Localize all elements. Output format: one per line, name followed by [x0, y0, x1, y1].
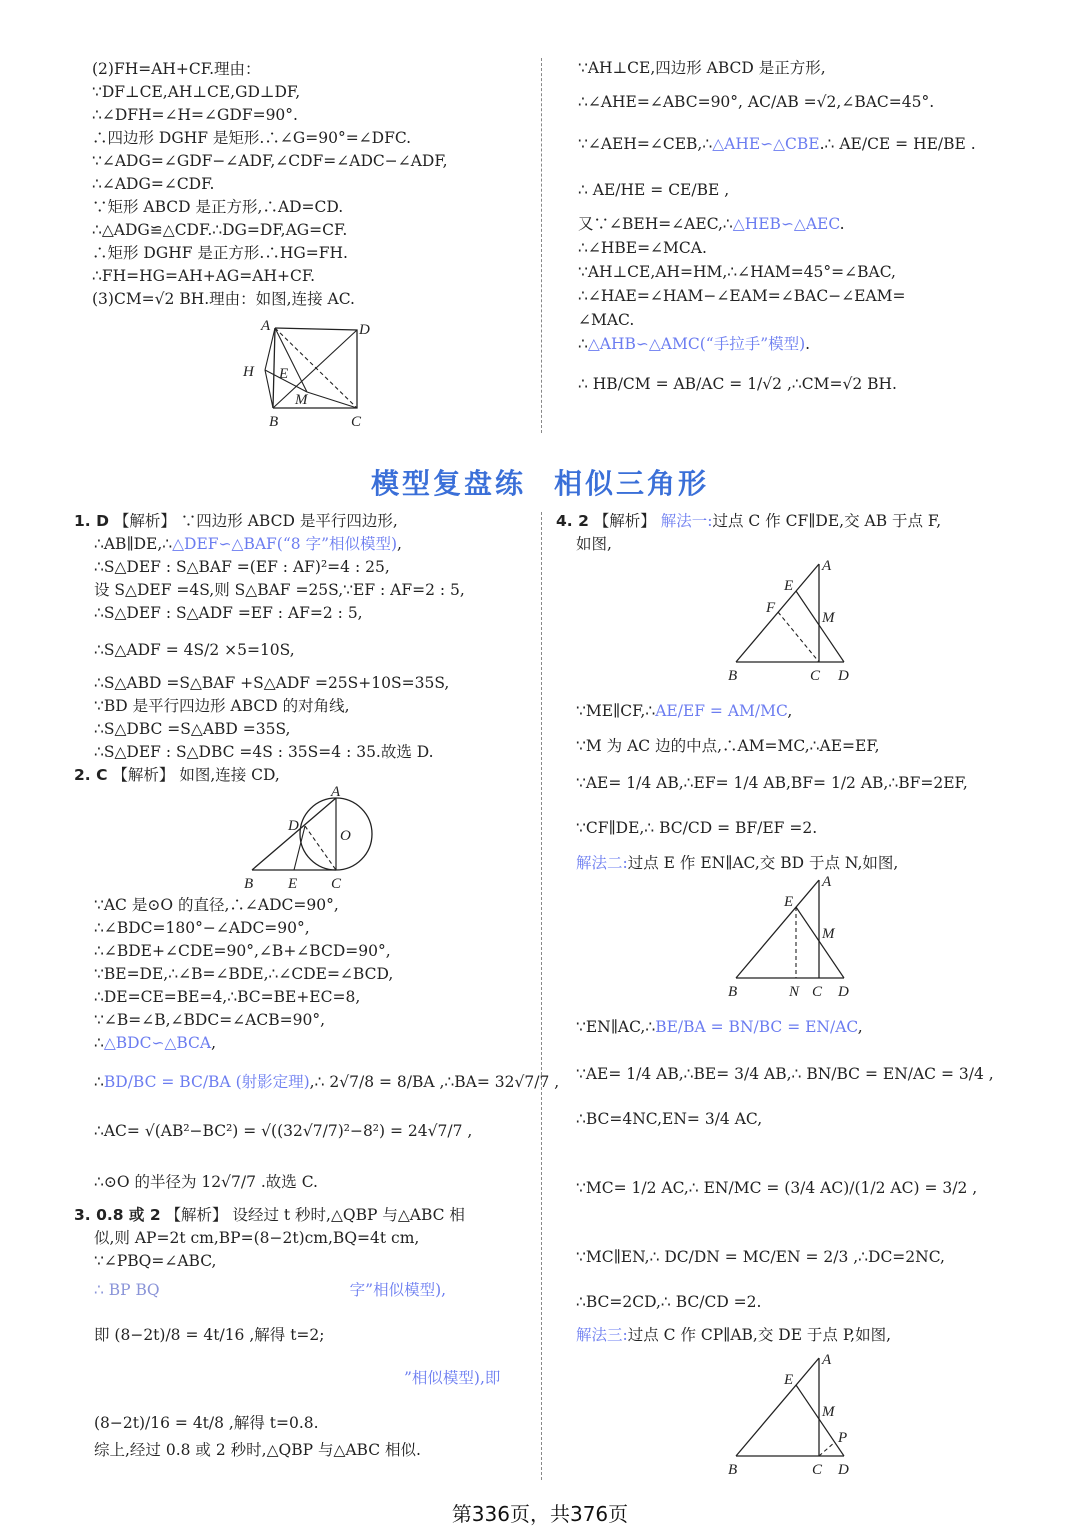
text-line: ∴DE=CE=BE=4,∴BC=BE+EC=8, [94, 988, 361, 1006]
text-line: (3)CM=√2 BH.理由：如图,连接 AC. [92, 290, 355, 308]
top-left-solution [92, 58, 532, 311]
fig-label: M [822, 610, 835, 626]
fig-label: N [789, 984, 800, 1000]
text-line: 设 S△DEF =4S,则 S△BAF =25S,∵EF : AF=2 : 5, [94, 581, 465, 599]
text-line: ∴矩形 DGHF 是正方形.∴HG=FH. [92, 244, 348, 262]
fig-label: C [810, 668, 821, 684]
text-line: ∴S△ABD =S△BAF +S△ADF =25S+10S=35S, [94, 674, 450, 692]
question-number: 1. D [74, 512, 109, 530]
text-line: ∴△ADG≌△CDF.∴DG=DF,AG=CF. [92, 221, 348, 239]
fig-label: P [838, 1430, 848, 1446]
fig-label: A [822, 1352, 832, 1368]
text-line: ∴∠HBE=∠MCA. [578, 239, 707, 257]
fig-label: C [331, 876, 342, 892]
column-divider-bottom [541, 512, 542, 1480]
fig-label: F [766, 600, 776, 616]
text-line: ∴∠DFH=∠H=∠GDF=90°. [92, 106, 298, 124]
text-line [74, 1071, 560, 1094]
text-line: ∵AC 是⊙O 的直径,∴∠ADC=90°, [94, 896, 339, 914]
fig-label: E [784, 894, 794, 910]
fig-label: D [838, 1462, 849, 1478]
highlight-text: BE/BA = BN/BC = EN/AC [655, 1018, 858, 1036]
text-line: ∴∠BDE+∠CDE=90°,∠B+∠BCD=90°, [94, 942, 391, 960]
text-line [74, 1279, 534, 1302]
text-line: ∴AC= √(AB²−BC²) = √((32√7/7)²−8²) = 24√7/7 , [94, 1122, 473, 1140]
right-question-4-part3 [556, 1016, 1026, 1347]
fig-label: E [279, 366, 289, 382]
figure-method-two [722, 872, 862, 1000]
text-line: (8−2t)/16 = 4t/8 ,解得 t=0.8. [94, 1414, 319, 1432]
text-seg: ∵∠AEH=∠CEB,∴ [578, 135, 713, 153]
fig-label: M [295, 392, 308, 408]
fig-label: D [838, 668, 849, 684]
text-line: ∴FH=HG=AH+AG=AH+CF. [92, 267, 316, 285]
highlight-text: △AHE∽△CBE [712, 135, 820, 153]
text-line [578, 90, 1018, 114]
left-questions-continued [74, 894, 560, 1462]
text-line: ∵AH⊥CE,四边形 ABCD 是正方形, [578, 59, 826, 77]
text-line: ∴ AE/HE = CE/BE , [578, 181, 730, 199]
column-divider-top [541, 58, 542, 433]
text-line [74, 1367, 534, 1390]
text-seg: 【解析】 设经过 t 秒时,△QBP 与△ABC 相 [165, 1206, 465, 1224]
fig-label: O [340, 828, 351, 844]
fig-label: E [784, 1372, 794, 1388]
highlight-text: 解法一: [660, 512, 713, 530]
text-line [74, 1204, 534, 1227]
text-line: ∵CF∥DE,∴ BC/CD = BF/EF =2. [576, 819, 818, 837]
text-line: ∴S△DEF : S△BAF =(EF : AF)²=4 : 25, [94, 558, 390, 576]
fig-label: D [838, 984, 849, 1000]
text-line: ∵矩形 ABCD 是正方形,∴AD=CD. [92, 198, 344, 216]
fig-label: A [261, 318, 271, 334]
text-line: 如图, [576, 535, 612, 553]
question-number: 4. 2 [556, 512, 589, 530]
text-line [556, 1016, 1026, 1039]
section-title-part: 相似三角形 [554, 467, 710, 500]
figure-square-abcd [235, 318, 385, 433]
text-line: 即 (8−2t)/8 = 4t/16 ,解得 t=2; [94, 1326, 325, 1344]
highlight-text: △BDC∽△BCA [103, 1034, 212, 1052]
text-line: ∵AE= 1/4 AB,∴BE= 3/4 AB,∴ BN/BC = EN/AC = 3/4 , [576, 1065, 994, 1083]
text-seg: ∵ME∥CF,∴ [576, 702, 656, 720]
highlight-text: AE/EF = AM/MC [655, 702, 788, 720]
text-line: ∵AE= 1/4 AB,∴EF= 1/4 AB,BF= 1/2 AB,∴BF=2EF, [576, 774, 968, 792]
text-line [578, 132, 1018, 156]
text-line: ∴∠BDC=180°−∠ADC=90°, [94, 919, 310, 937]
text-seg: ∴ [94, 1073, 104, 1091]
fig-label: A [331, 784, 341, 800]
text-line: ∠MAC. [578, 311, 635, 329]
text-line: ∴S△DBC =S△ABD =35S, [94, 720, 291, 738]
right-question-4-part2 [556, 700, 1026, 875]
text-line: ∵MC∥EN,∴ DC/DN = MC/EN = 2/3 ,∴DC=2NC, [576, 1248, 945, 1266]
highlight-text: 解法三: [576, 1326, 628, 1344]
section-title-part: 模型复盘练 [370, 467, 526, 500]
fig-label: B [269, 414, 279, 430]
text-seg: 【解析】 ∵四边形 ABCD 是平行四边形, [113, 512, 398, 530]
fig-label: B [728, 668, 738, 684]
text-line: ∴S△ADF = 4S/2 ×5=10S, [94, 641, 295, 659]
fig-label: E [784, 578, 794, 594]
text-line: ∵M 为 AC 边的中点,∴AM=MC,∴AE=EF, [576, 737, 880, 755]
text-line: ∵AH⊥CE,AH=HM,∴∠HAM=45°=∠BAC, [578, 263, 896, 281]
text-line: ∵BE=DE,∴∠B=∠BDE,∴∠CDE=∠BCD, [94, 965, 394, 983]
text-line: ∵MC= 1/2 AC,∴ EN/MC = (3/4 AC)/(1/2 AC) = 3/2 , [576, 1179, 978, 1197]
fig-label: B [728, 984, 738, 1000]
left-questions [74, 510, 534, 787]
page-number-footer: 第336页，共376页 [451, 1502, 629, 1526]
text-line: ∴⊙O 的半径为 12√7/7 .故选 C. [94, 1173, 318, 1191]
text-seg: , [397, 535, 402, 553]
text-line [556, 510, 1026, 533]
text-line [578, 212, 1018, 236]
fig-label: A [822, 874, 832, 890]
text-line: ∵∠ADG=∠GDF−∠ADF,∠CDF=∠ADC−∠ADF, [92, 152, 448, 170]
text-line: ∵∠PBQ=∠ABC, [94, 1252, 217, 1270]
text-seg: 过点 C 作 CP∥AB,交 DE 于点 P,如图, [627, 1326, 892, 1344]
text-seg: ∴∠AHE=∠ABC=90°, AC/AB =√2,∠BAC=45°. [578, 93, 935, 111]
fig-label: H [243, 364, 254, 380]
highlight-text: △HEB∽△AEC [732, 215, 840, 233]
top-right-solution [578, 56, 1018, 396]
fig-label: C [812, 984, 823, 1000]
text-seg: 【解析】 [593, 512, 656, 530]
fig-label: D [359, 322, 370, 338]
text-line: ∴ HB/CM = AB/AC = 1/√2 ,∴CM=√2 BH. [578, 375, 897, 393]
text-seg: 【解析】 如图,连接 CD, [112, 766, 280, 784]
figure-method-three [722, 1350, 862, 1478]
text-line [556, 1324, 1026, 1347]
fig-label: D [288, 818, 299, 834]
text-seg: ∴ [94, 1034, 104, 1052]
fig-label: B [728, 1462, 738, 1478]
text-seg: ∴ BP BQ [94, 1281, 160, 1299]
right-question-4 [556, 510, 1026, 556]
text-seg: .∴ AE/CE = HE/BE . [819, 135, 976, 153]
text-line [556, 700, 1026, 723]
text-seg: ,∴ 2√7/8 = 8/BA ,∴BA= 32√7/7 , [309, 1073, 560, 1091]
fig-label: B [244, 876, 254, 892]
fig-label: C [812, 1462, 823, 1478]
text-line: ∵DF⊥CE,AH⊥CE,GD⊥DF, [92, 83, 301, 101]
highlight-text: BD/BC = BC/BA (射影定理) [103, 1073, 310, 1091]
highlight-text: △AHB∽△AMC(“手拉手”模型) [587, 335, 806, 353]
text-line: ∴S△DEF : S△ADF =EF : AF=2 : 5, [94, 604, 363, 622]
text-seg: 过点 C 作 CF∥DE,交 AB 于点 F, [712, 512, 942, 530]
fig-label: M [822, 1404, 835, 1420]
figure-method-one [722, 556, 862, 684]
highlight-text: △DEF∽△BAF(“8 字”相似模型) [172, 535, 398, 553]
text-line: ∴BC=2CD,∴ BC/CD =2. [576, 1293, 762, 1311]
text-line: ∵∠B=∠B,∠BDC=∠ACB=90°, [94, 1011, 326, 1029]
question-number: 3. 0.8 或 2 [74, 1206, 161, 1224]
text-seg: 过点 E 作 EN∥AC,交 BD 于点 N,如图, [627, 854, 899, 872]
text-line: ∴四边形 DGHF 是矩形.∴∠G=90°=∠DFC. [92, 129, 412, 147]
text-line [74, 533, 534, 556]
highlight-text: 解法二: [576, 854, 628, 872]
text-line: ∴∠HAE=∠HAM−∠EAM=∠BAC−∠EAM= [578, 287, 906, 305]
text-seg: , [857, 1018, 863, 1036]
text-seg: . [839, 215, 845, 233]
text-seg: 又∵∠BEH=∠AEC,∴ [578, 215, 733, 233]
text-line: 似,则 AP=2t cm,BP=(8−2t)cm,BQ=4t cm, [94, 1229, 420, 1247]
text-line [578, 332, 1018, 356]
highlight-text: ”相似模型),即 [404, 1369, 501, 1387]
fig-label: A [822, 558, 832, 574]
text-line: 综上,经过 0.8 或 2 秒时,△QBP 与△ABC 相似. [94, 1441, 421, 1459]
section-title [0, 462, 1080, 502]
text-seg: ∴ [578, 335, 588, 353]
text-line: ∴∠ADG=∠CDF. [92, 175, 215, 193]
text-line: ∴S△DEF : S△DBC =4S : 35S=4 : 35.故选 D. [94, 743, 434, 761]
text-line [74, 510, 534, 533]
text-seg: ∵EN∥AC,∴ [576, 1018, 656, 1036]
text-line: (2)FH=AH+CF.理由： [92, 60, 261, 78]
text-seg: , [787, 702, 793, 720]
figure-circle-o [238, 784, 388, 892]
text-seg: ∴AB∥DE,∴ [94, 535, 173, 553]
fig-label: C [351, 414, 362, 430]
fig-label: E [288, 876, 298, 892]
highlight-text: 字”相似模型), [349, 1281, 447, 1299]
text-seg: . [805, 335, 811, 353]
fig-label: M [822, 926, 835, 942]
text-line: ∴BC=4NC,EN= 3/4 AC, [576, 1110, 763, 1128]
text-line [74, 1032, 534, 1055]
text-seg: , [211, 1034, 217, 1052]
question-number: 2. C [74, 766, 108, 784]
text-line: ∵BD 是平行四边形 ABCD 的对角线, [94, 697, 350, 715]
